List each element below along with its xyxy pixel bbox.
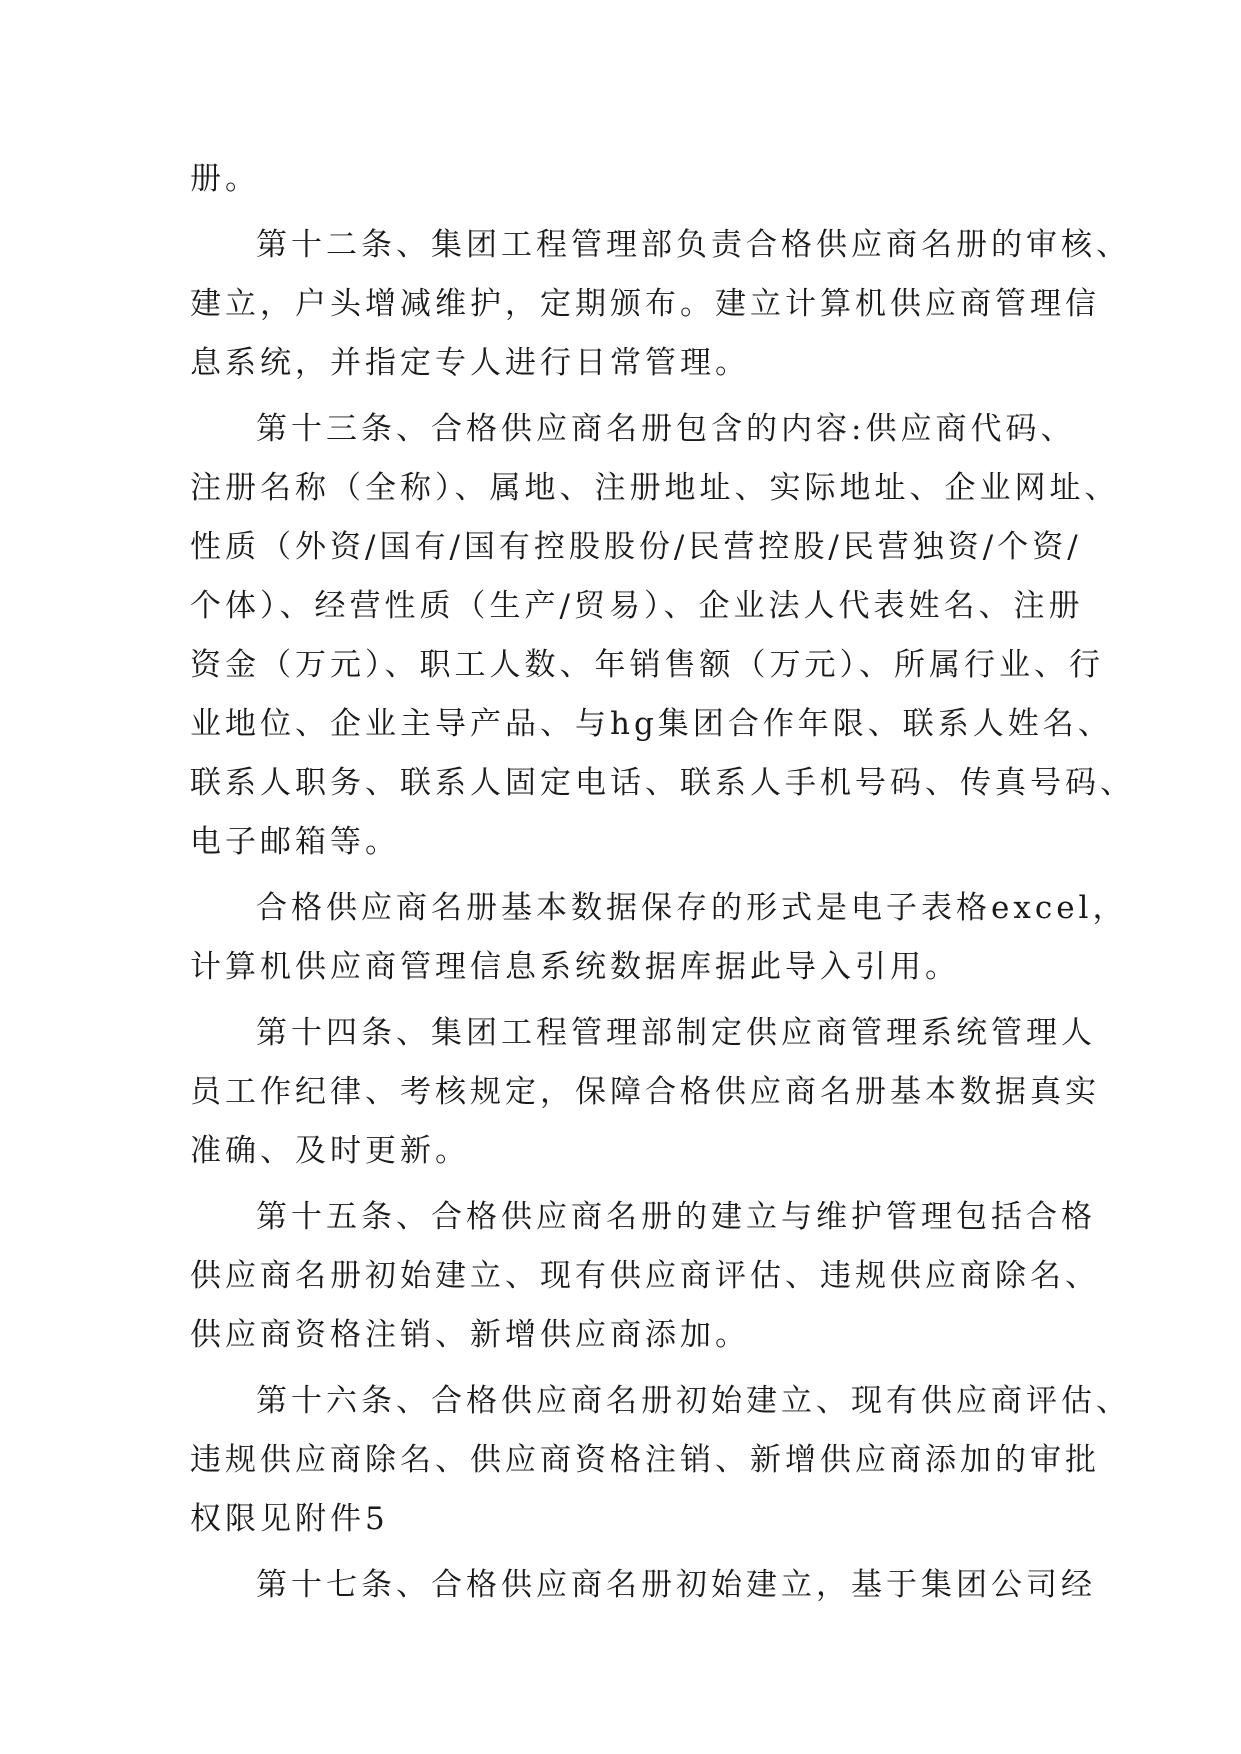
text-line: 资金（万元）、职工人数、年销售额（万元）、所属行业、行 xyxy=(190,647,1104,683)
text-line: 计算机供应商管理信息系统数据库据此导入引用。 xyxy=(190,949,960,985)
article-13-heading-line: 第十三条、合格供应商名册包含的内容:供应商代码、 xyxy=(256,411,1076,447)
text-line: 供应商资格注销、新增供应商添加。 xyxy=(190,1317,750,1353)
text-line: 注册名称（全称）、属地、注册地址、实际地址、企业网址、 xyxy=(190,470,1120,506)
article-12-heading-line: 第十二条、集团工程管理部负责合格供应商名册的审核、 xyxy=(256,227,1131,263)
paragraph-excel-line: 合格供应商名册基本数据保存的形式是电子表格excel， xyxy=(256,890,1128,926)
text-line: 违规供应商除名、供应商资格注销、新增供应商添加的审批 xyxy=(190,1442,1100,1478)
text-line: 权限见附件5 xyxy=(190,1501,389,1537)
text-line: 建立，户头增减维护，定期颁布。建立计算机供应商管理信 xyxy=(190,286,1100,322)
text-line: 册。 xyxy=(190,161,260,197)
text-line: 电子邮箱等。 xyxy=(190,824,400,860)
document-body xyxy=(190,150,1135,1615)
article-15-heading-line: 第十五条、合格供应商名册的建立与维护管理包括合格 xyxy=(256,1199,1096,1235)
text-line: 准确、及时更新。 xyxy=(190,1133,470,1169)
article-16-heading-line: 第十六条、合格供应商名册初始建立、现有供应商评估、 xyxy=(256,1383,1131,1419)
text-line: 个体）、经营性质（生产/贸易）、企业法人代表姓名、注册 xyxy=(190,588,1084,624)
text-line: 员工作纪律、考核规定，保障合格供应商名册基本数据真实 xyxy=(190,1074,1100,1110)
text-line: 业地位、企业主导产品、与hg集团合作年限、联系人姓名、 xyxy=(190,706,1113,742)
text-line: 供应商名册初始建立、现有供应商评估、违规供应商除名、 xyxy=(190,1258,1100,1294)
text-line: 性质（外资/国有/国有控股股份/民营控股/民营独资/个资/ xyxy=(190,529,1082,565)
article-17-heading-line: 第十七条、合格供应商名册初始建立，基于集团公司经 xyxy=(256,1567,1096,1603)
text-line: 息系统，并指定专人进行日常管理。 xyxy=(190,345,750,381)
article-14-heading-line: 第十四条、集团工程管理部制定供应商管理系统管理人 xyxy=(256,1015,1096,1051)
text-line: 联系人职务、联系人固定电话、联系人手机号码、传真号码、 xyxy=(190,765,1135,801)
